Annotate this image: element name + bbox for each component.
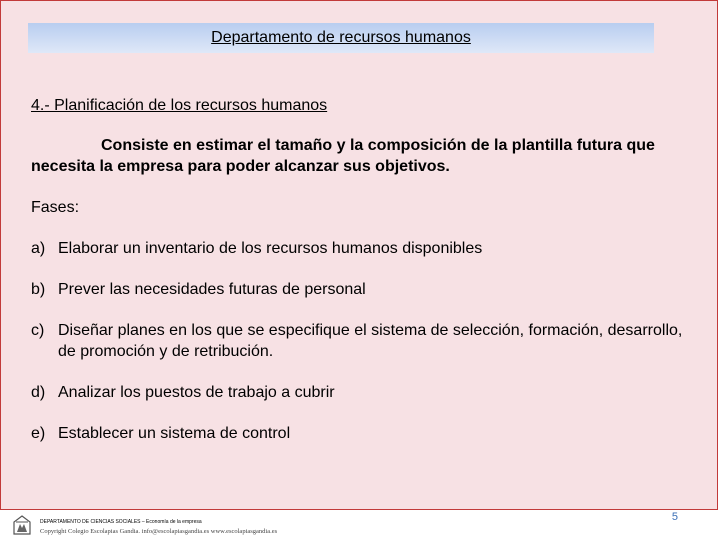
school-crest-icon (12, 515, 32, 535)
phase-item-b (31, 279, 691, 300)
footer-department: DEPARTAMENTO DE CIENCIAS SOCIALES – Economía de la empresa (40, 519, 202, 525)
footer (0, 511, 720, 540)
slide-content (31, 95, 691, 444)
phase-item-a (31, 238, 691, 259)
phase-letter: c) (31, 322, 45, 339)
phase-text: Establecer un sistema de control (58, 425, 291, 442)
phase-item-d (31, 382, 691, 403)
phase-text: Diseñar planes en los que se especifique el sistema de selección, formación, desarrollo, de promoción y de retribución. (58, 322, 683, 360)
section-heading: 4.- Planificación de los recursos humanos (31, 97, 328, 114)
phase-letter: e) (31, 425, 46, 442)
phase-item-c (31, 320, 691, 362)
phase-letter: a) (31, 240, 46, 257)
phase-text: Prever las necesidades futuras de personal (58, 281, 366, 298)
page-number: 5 (671, 511, 678, 523)
phases-label: Fases: (31, 199, 80, 216)
phase-letter: d) (31, 384, 46, 401)
definition-text: Consiste en estimar el tamaño y la composición de la plantilla futura que necesita la empresa para poder alcanzar sus objetivos. (31, 137, 655, 175)
footer-copyright: Copyright Colegio Escolapias Gandia. info@escolapiasgandia.es www.escolapiasgandia.es (40, 528, 278, 535)
phase-letter: b) (31, 281, 46, 298)
phase-item-e (31, 423, 691, 444)
slide-title: Departamento de recursos humanos (28, 23, 654, 53)
phase-text: Analizar los puestos de trabajo a cubrir (58, 384, 335, 401)
phase-text: Elaborar un inventario de los recursos humanos disponibles (58, 240, 483, 257)
